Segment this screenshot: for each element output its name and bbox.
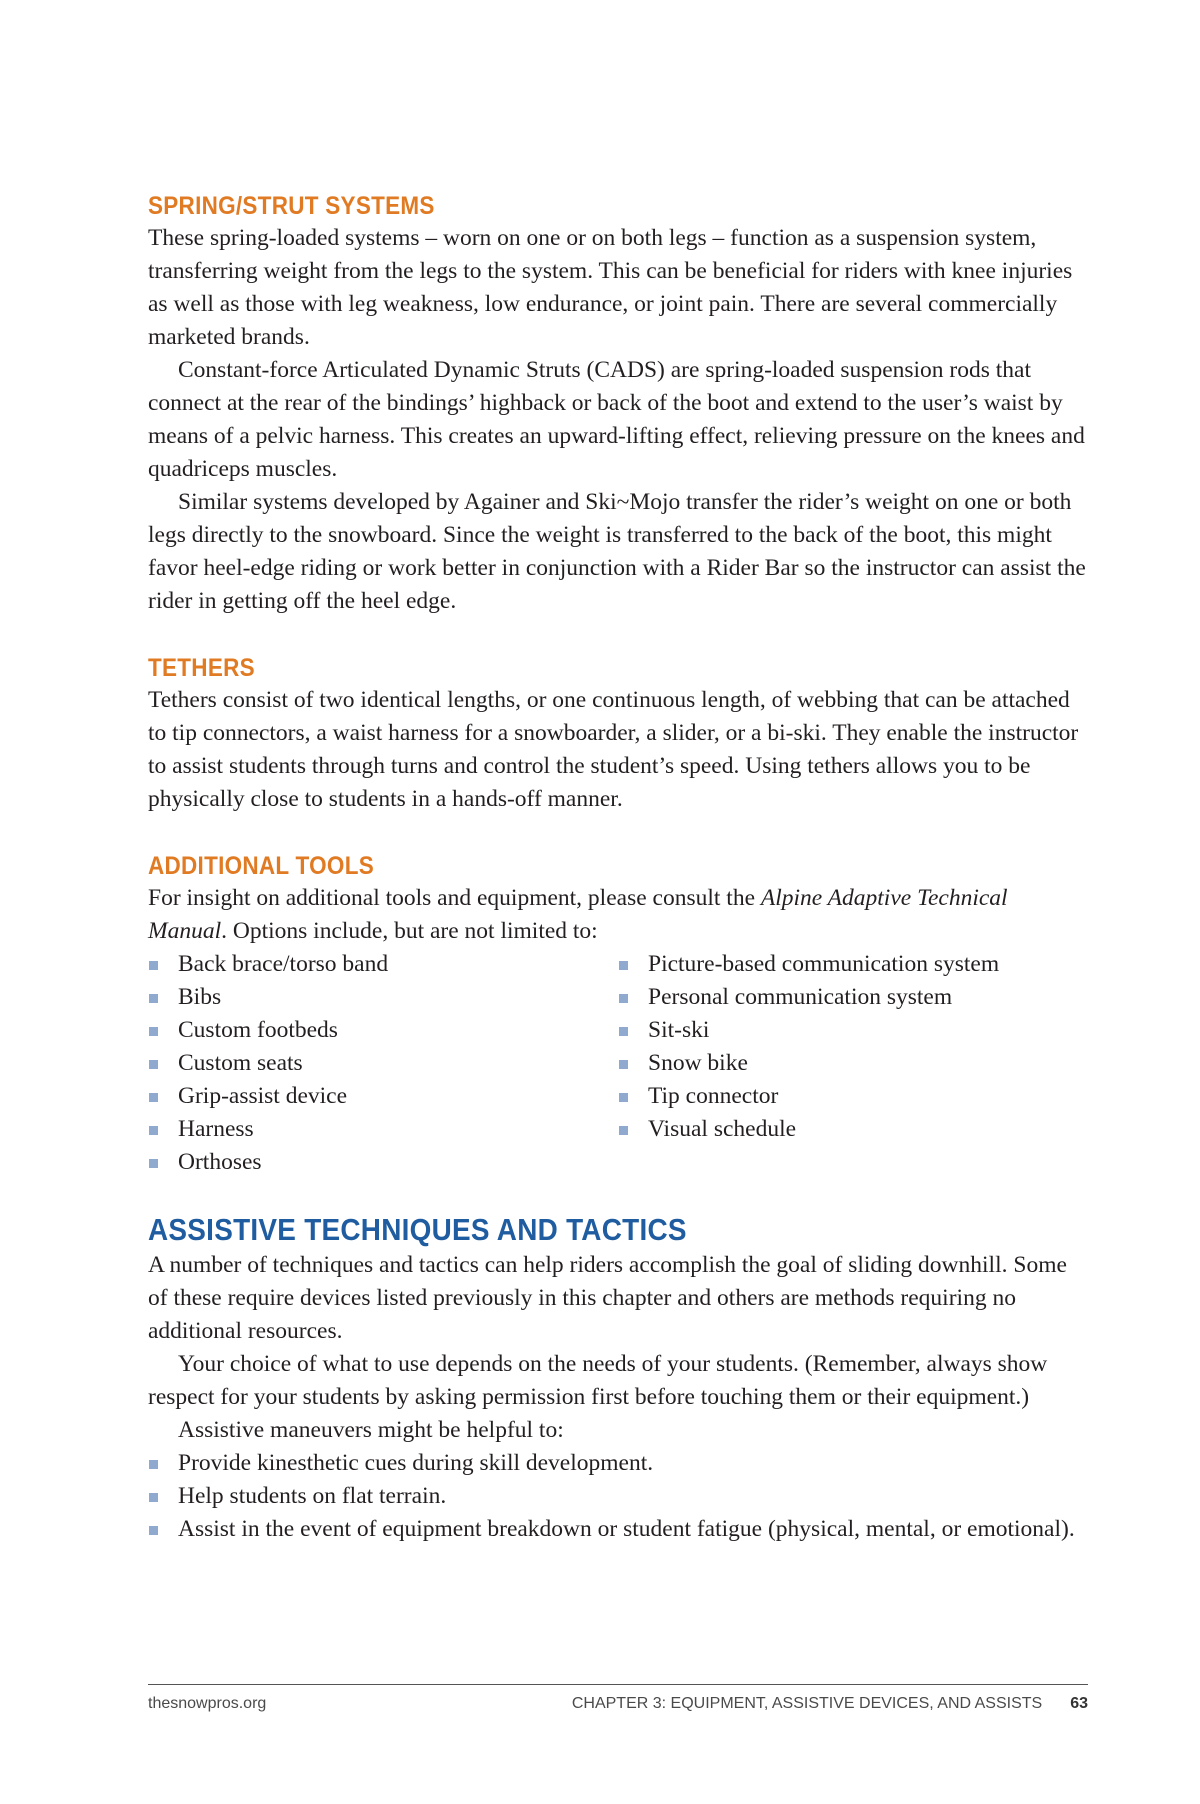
assistive-bullets (148, 1447, 1088, 1546)
footer-chapter: CHAPTER 3: EQUIPMENT, ASSISTIVE DEVICES, AND ASSISTS (571, 1695, 1043, 1712)
square-bullet-icon (619, 994, 628, 1003)
list-item: Tip connector (618, 1080, 1088, 1113)
spring-paragraph-3: Similar systems developed by Againer and Ski~Mojo transfer the rider’s weight on one or both legs directly to the snowboard. Since the weight is transferred to the back of the boot, this might favor heel-edge riding or work better in conjunction with a Rider Bar so the instructor can assist the rider in getting off the heel edge. (148, 489, 1086, 614)
list-item: Back brace/torso band (148, 948, 618, 981)
list-item: Picture-based communication system (618, 948, 1088, 981)
assistive-techniques-heading: ASSISTIVE TECHNIQUES AND TACTICS (148, 1212, 687, 1247)
footer-right (572, 1695, 1088, 1713)
square-bullet-icon (149, 1060, 158, 1069)
square-bullet-icon (149, 1493, 158, 1502)
square-bullet-icon (149, 1159, 158, 1168)
list-item: Custom footbeds (148, 1014, 618, 1047)
assistive-paragraph-3: Assistive maneuvers might be helpful to: (178, 1417, 564, 1443)
tethers-paragraph: Tethers consist of two identical lengths, or one continuous length, of webbing that can be attached to tip connectors, a waist harness for a snowboarder, a slider, or a bi-ski. They enable the instructor to assist students through turns and control the student’s speed. Using tethers allows you to be physically close to students in a hands-off manner. (148, 687, 1079, 812)
square-bullet-icon (149, 1027, 158, 1036)
assistive-paragraph-1: A number of techniques and tactics can help riders accomplish the goal of sliding downhill. Some of these require devices listed previously in this chapter and others are methods requiring no additional resources. (148, 1252, 1067, 1344)
square-bullet-icon (619, 1093, 628, 1102)
footer-site: thesnowpros.org (148, 1695, 267, 1712)
tools-list (148, 948, 1088, 1179)
list-item: Bibs (148, 981, 618, 1014)
intro-text-a: For insight on additional tools and equipment, please consult the (148, 885, 761, 911)
square-bullet-icon (149, 994, 158, 1003)
list-item: Assist in the event of equipment breakdown or student fatigue (physical, mental, or emotional). (148, 1513, 1088, 1546)
tools-list-col-1 (148, 948, 618, 1179)
square-bullet-icon (149, 961, 158, 970)
list-item: Personal communication system (618, 981, 1088, 1014)
list-item: Visual schedule (618, 1113, 1088, 1146)
square-bullet-icon (619, 961, 628, 970)
spring-paragraph-2: Constant-force Articulated Dynamic Struts (CADS) are spring-loaded suspension rods that connect at the rear of the bindings’ highback or back of the boot and extend to the user’s waist by means of a pelvic harness. This creates an upward-lifting effect, relieving pressure on the knees and quadriceps muscles. (148, 357, 1085, 482)
square-bullet-icon (619, 1027, 628, 1036)
square-bullet-icon (149, 1526, 158, 1535)
tethers-heading: TETHERS (148, 654, 255, 682)
square-bullet-icon (619, 1060, 628, 1069)
list-item: Custom seats (148, 1047, 618, 1080)
list-item: Snow bike (618, 1047, 1088, 1080)
square-bullet-icon (149, 1093, 158, 1102)
list-item: Help students on flat terrain. (148, 1480, 1088, 1513)
spring-paragraph-1: These spring-loaded systems – worn on one or on both legs – function as a suspension system, transferring weight from the legs to the system. This can be beneficial for riders with knee injuries as well as those with leg weakness, low endurance, or joint pain. There are several commercially marketed brands. (148, 225, 1073, 350)
list-item: Harness (148, 1113, 618, 1146)
list-item: Provide kinesthetic cues during skill development. (148, 1447, 1088, 1480)
intro-text-b: . Options include, but are not limited to: (221, 918, 598, 944)
additional-tools-intro (148, 882, 1088, 948)
list-item: Grip-assist device (148, 1080, 618, 1113)
list-item: Orthoses (148, 1146, 618, 1179)
page-number: 63 (1070, 1695, 1088, 1712)
manual-title: Alpine Adaptive Technical Manual (148, 885, 1008, 944)
tools-list-col-2 (618, 948, 1088, 1179)
spring-strut-heading: SPRING/STRUT SYSTEMS (148, 192, 435, 220)
list-item: Sit-ski (618, 1014, 1088, 1047)
square-bullet-icon (619, 1126, 628, 1135)
square-bullet-icon (149, 1460, 158, 1469)
square-bullet-icon (149, 1126, 158, 1135)
page-content (148, 190, 1088, 1546)
assistive-paragraph-2: Your choice of what to use depends on the needs of your students. (Remember, always show respect for your students by asking permission first before touching them or their equipment.) (148, 1351, 1048, 1410)
additional-tools-heading: ADDITIONAL TOOLS (148, 852, 374, 880)
page-footer (148, 1684, 1088, 1713)
